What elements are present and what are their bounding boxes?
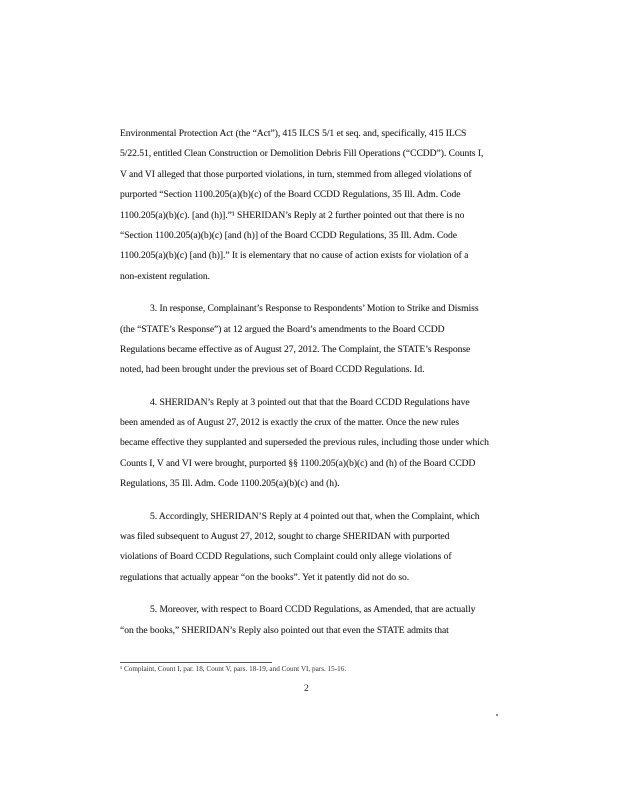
paragraph-3-line: (the “STATE’s Response”) at 12 argued the Board’s amendments to the Board CCDD (120, 323, 445, 335)
scan-speck (496, 714, 498, 716)
footnote: ¹ Complaint, Count I, par. 18, Count V, pars. 18-19, and Count VI, pars. 15-16. (120, 665, 347, 673)
paragraph-5-line: was filed subsequent to August 27, 2012, sought to charge SHERIDAN with purported (120, 531, 450, 543)
footnote-divider (120, 662, 272, 663)
paragraph-4-line: been amended as of August 27, 2012 is exactly the crux of the matter. Once the new rules (120, 417, 460, 429)
text-line: non-existent regulation. (120, 270, 210, 282)
paragraph-3-line: noted, had been brought under the previous set of Board CCDD Regulations. Id. (120, 364, 425, 376)
text-line: “Section 1100.205(a)(b)(c) [and (h)] of the Board CCDD Regulations, 35 Ill. Adm. Code (120, 229, 457, 241)
paragraph-5-line: violations of Board CCDD Regulations, such Complaint could only allege violations of (120, 551, 452, 563)
page-number: 2 (304, 683, 309, 694)
paragraph-4-line: Counts I, V and VI were brought, purported §§ 1100.205(a)(b)(c) and (h) of the Board CCDD (120, 457, 476, 469)
paragraph-3-line: Regulations became effective as of August 27, 2012. The Complaint, the STATE’s Response (120, 343, 471, 355)
paragraph-4-line: Regulations, 35 Ill. Adm. Code 1100.205(a)(b)(c) and (h). (120, 478, 340, 490)
paragraph-6-line: “on the books,” SHERIDAN’s Reply also pointed out that even the STATE admits that (120, 624, 449, 636)
text-line: 1100.205(a)(b)(c) [and (h)].” It is elementary that no cause of action exists for violation of a (120, 250, 469, 262)
paragraph-5-line: regulations that actually appear “on the books”. Yet it patently did not do so. (120, 571, 410, 583)
text-line: Environmental Protection Act (the “Act”), 415 ILCS 5/1 et seq. and, specifically, 415 ILCS (120, 128, 467, 139)
paragraph-4-line: became effective they supplanted and superseded the previous rules, including those under which (120, 437, 489, 449)
paragraph-5-line: 5. Accordingly, SHERIDAN’S Reply at 4 pointed out that, when the Complaint, which (150, 510, 480, 522)
paragraph-6-line: 5. Moreover, with respect to Board CCDD Regulations, as Amended, that are actually (150, 604, 476, 616)
body-text (120, 124, 496, 641)
text-line: 1100.205(a)(b)(c). [and (h)].”¹ SHERIDAN’s Reply at 2 further pointed out that there is no (120, 209, 465, 221)
text-line: 5/22.51, entitled Clean Construction or Demolition Debris Fill Operations (“CCDD”). Counts I, (120, 148, 484, 160)
paragraph-3-line: 3. In response, Complainant’s Response to Respondents’ Motion to Strike and Dismiss (150, 303, 479, 315)
paragraph-4-line: 4. SHERIDAN’s Reply at 3 pointed out that that the Board CCDD Regulations have (150, 396, 470, 408)
text-line: purported “Section 1100.205(a)(b)(c) of the Board CCDD Regulations, 35 Ill. Adm. Code (120, 189, 461, 201)
text-line: V and VI alleged that those purported violations, in turn, stemmed from alleged violations of (120, 168, 472, 180)
